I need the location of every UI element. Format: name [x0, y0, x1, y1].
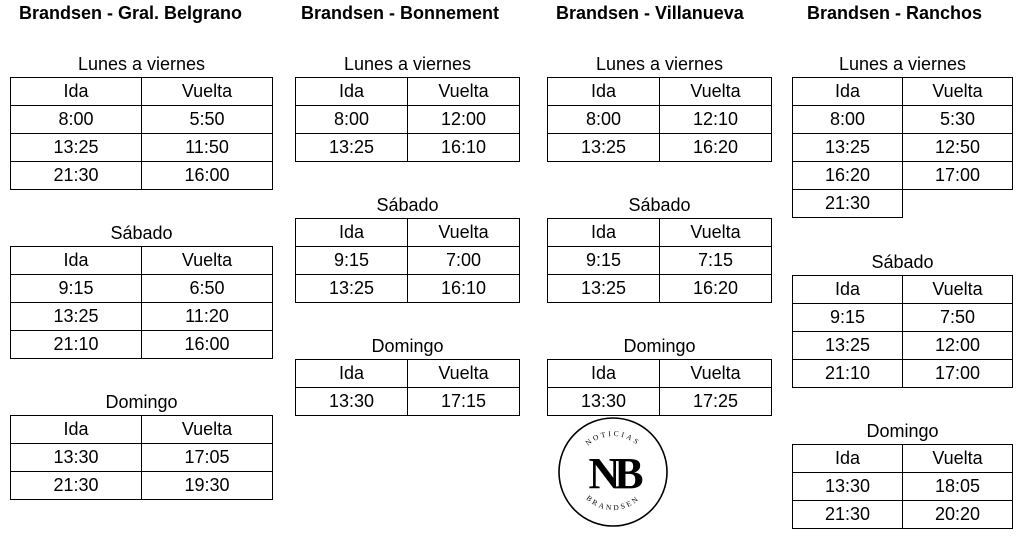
table-row — [11, 275, 273, 303]
period-label-lunes: Lunes a viernes — [838, 54, 967, 74]
table-header-row — [793, 445, 1013, 473]
schedule-table-ranchos-sabado — [792, 275, 1013, 388]
header-ida: Ida — [296, 219, 408, 247]
ida-time: 13:25 — [548, 134, 660, 162]
schedule-table-villanueva-lunes — [547, 77, 772, 162]
vuelta-time: 16:20 — [660, 275, 772, 303]
route-title-bonnement: Brandsen - Bonnement — [301, 3, 500, 23]
table-row — [11, 106, 273, 134]
schedule-table-bonnement-sabado — [295, 218, 520, 303]
table-row — [11, 444, 273, 472]
vuelta-time: 16:10 — [408, 275, 520, 303]
header-ida: Ida — [11, 416, 142, 444]
vuelta-time: 12:00 — [903, 332, 1013, 360]
table-row — [548, 106, 772, 134]
header-vuelta: Vuelta — [142, 78, 273, 106]
schedule-table-ranchos-lunes — [792, 77, 1013, 218]
vuelta-time: 19:30 — [142, 472, 273, 500]
period-label-sabado: Sábado — [376, 195, 439, 215]
table-row — [296, 247, 520, 275]
period-label-sabado: Sábado — [871, 252, 934, 272]
vuelta-time: 6:50 — [142, 275, 273, 303]
ida-time: 9:15 — [11, 275, 142, 303]
header-ida: Ida — [548, 78, 660, 106]
vuelta-time: 17:15 — [408, 388, 520, 416]
schedule-table-villanueva-sabado — [547, 218, 772, 303]
header-vuelta: Vuelta — [660, 360, 772, 388]
table-header-row — [296, 78, 520, 106]
header-vuelta: Vuelta — [408, 219, 520, 247]
ida-time: 21:30 — [793, 501, 903, 529]
table-row — [793, 106, 1013, 134]
schedule-table-gral-belgrano-lunes — [10, 77, 273, 190]
vuelta-time: 7:50 — [903, 304, 1013, 332]
ida-time: 13:25 — [296, 275, 408, 303]
ida-time: 13:25 — [11, 134, 142, 162]
schedule-table-ranchos-domingo — [792, 444, 1013, 529]
table-row — [11, 472, 273, 500]
vuelta-time: 17:25 — [660, 388, 772, 416]
vuelta-time: 5:30 — [903, 106, 1013, 134]
header-ida: Ida — [548, 360, 660, 388]
route-title-villanueva: Brandsen - Villanueva — [556, 3, 744, 23]
ida-time: 9:15 — [296, 247, 408, 275]
vuelta-time: 17:00 — [903, 162, 1013, 190]
logo-ring-bottom-text: BRANDSEN — [584, 493, 642, 513]
table-header-row — [548, 360, 772, 388]
ida-time: 21:30 — [11, 162, 142, 190]
ida-time: 13:25 — [793, 134, 903, 162]
ida-time: 21:30 — [11, 472, 142, 500]
header-ida: Ida — [548, 219, 660, 247]
table-header-row — [296, 219, 520, 247]
table-row — [548, 275, 772, 303]
route-title-gral-belgrano: Brandsen - Gral. Belgrano — [19, 3, 243, 23]
table-row — [296, 134, 520, 162]
header-vuelta: Vuelta — [408, 78, 520, 106]
schedule-table-bonnement-domingo — [295, 359, 520, 416]
header-vuelta: Vuelta — [903, 445, 1013, 473]
ida-time: 21:30 — [793, 190, 903, 218]
vuelta-time-empty — [903, 190, 1013, 218]
table-row — [296, 275, 520, 303]
table-header-row — [11, 78, 273, 106]
ida-time: 13:30 — [296, 388, 408, 416]
header-ida: Ida — [793, 445, 903, 473]
vuelta-time: 11:20 — [142, 303, 273, 331]
table-row — [793, 501, 1013, 529]
table-header-row — [11, 416, 273, 444]
schedule-table-bonnement-lunes — [295, 77, 520, 162]
schedule-table-gral-belgrano-sabado — [10, 246, 273, 359]
vuelta-time: 18:05 — [903, 473, 1013, 501]
ida-time: 13:25 — [296, 134, 408, 162]
table-row — [548, 388, 772, 416]
header-vuelta: Vuelta — [903, 78, 1013, 106]
ida-time: 13:30 — [793, 473, 903, 501]
header-vuelta: Vuelta — [660, 78, 772, 106]
vuelta-time: 12:50 — [903, 134, 1013, 162]
noticias-brandsen-logo — [557, 416, 669, 528]
ida-time: 21:10 — [11, 331, 142, 359]
table-row — [793, 332, 1013, 360]
table-row — [548, 247, 772, 275]
ida-time: 8:00 — [793, 106, 903, 134]
ida-time: 13:25 — [793, 332, 903, 360]
table-row — [793, 190, 1013, 218]
table-header-row — [548, 78, 772, 106]
header-vuelta: Vuelta — [142, 247, 273, 275]
header-ida: Ida — [296, 360, 408, 388]
header-ida: Ida — [296, 78, 408, 106]
header-vuelta: Vuelta — [903, 276, 1013, 304]
table-row — [793, 304, 1013, 332]
period-label-sabado: Sábado — [110, 223, 173, 243]
header-ida: Ida — [11, 78, 142, 106]
logo-ring-top-text: NOTICIAS — [583, 428, 643, 448]
vuelta-time: 7:00 — [408, 247, 520, 275]
ida-time: 8:00 — [11, 106, 142, 134]
period-label-domingo: Domingo — [623, 336, 696, 356]
ida-time: 8:00 — [548, 106, 660, 134]
vuelta-time: 16:10 — [408, 134, 520, 162]
table-header-row — [11, 247, 273, 275]
header-ida: Ida — [11, 247, 142, 275]
vuelta-time: 16:00 — [142, 331, 273, 359]
vuelta-time: 12:10 — [660, 106, 772, 134]
table-row — [793, 134, 1013, 162]
vuelta-time: 17:00 — [903, 360, 1013, 388]
table-header-row — [296, 360, 520, 388]
vuelta-time: 16:00 — [142, 162, 273, 190]
vuelta-time: 17:05 — [142, 444, 273, 472]
header-ida: Ida — [793, 276, 903, 304]
schedule-table-villanueva-domingo — [547, 359, 772, 416]
table-header-row — [793, 276, 1013, 304]
table-header-row — [793, 78, 1013, 106]
ida-time: 13:25 — [11, 303, 142, 331]
header-vuelta: Vuelta — [408, 360, 520, 388]
table-row — [296, 106, 520, 134]
period-label-sabado: Sábado — [628, 195, 691, 215]
vuelta-time: 11:50 — [142, 134, 273, 162]
table-row — [793, 162, 1013, 190]
table-row — [11, 331, 273, 359]
vuelta-time: 20:20 — [903, 501, 1013, 529]
table-row — [11, 303, 273, 331]
vuelta-time: 5:50 — [142, 106, 273, 134]
period-label-domingo: Domingo — [371, 336, 444, 356]
ida-time: 9:15 — [548, 247, 660, 275]
vuelta-time: 12:00 — [408, 106, 520, 134]
period-label-lunes: Lunes a viernes — [595, 54, 724, 74]
vuelta-time: 7:15 — [660, 247, 772, 275]
ida-time: 13:30 — [548, 388, 660, 416]
table-row — [11, 134, 273, 162]
ida-time: 13:30 — [11, 444, 142, 472]
table-row — [11, 162, 273, 190]
table-row — [548, 134, 772, 162]
ida-time: 8:00 — [296, 106, 408, 134]
header-vuelta: Vuelta — [142, 416, 273, 444]
ida-time: 21:10 — [793, 360, 903, 388]
vuelta-time: 16:20 — [660, 134, 772, 162]
period-label-lunes: Lunes a viernes — [77, 54, 206, 74]
table-row — [793, 473, 1013, 501]
route-title-ranchos: Brandsen - Ranchos — [807, 3, 983, 23]
ida-time: 9:15 — [793, 304, 903, 332]
period-label-domingo: Domingo — [105, 392, 178, 412]
schedule-table-gral-belgrano-domingo — [10, 415, 273, 500]
logo-monogram: NB — [588, 449, 638, 498]
ida-time: 16:20 — [793, 162, 903, 190]
header-vuelta: Vuelta — [660, 219, 772, 247]
ida-time: 13:25 — [548, 275, 660, 303]
table-row — [296, 388, 520, 416]
header-ida: Ida — [793, 78, 903, 106]
table-header-row — [548, 219, 772, 247]
period-label-lunes: Lunes a viernes — [343, 54, 472, 74]
table-row — [793, 360, 1013, 388]
period-label-domingo: Domingo — [866, 421, 939, 441]
